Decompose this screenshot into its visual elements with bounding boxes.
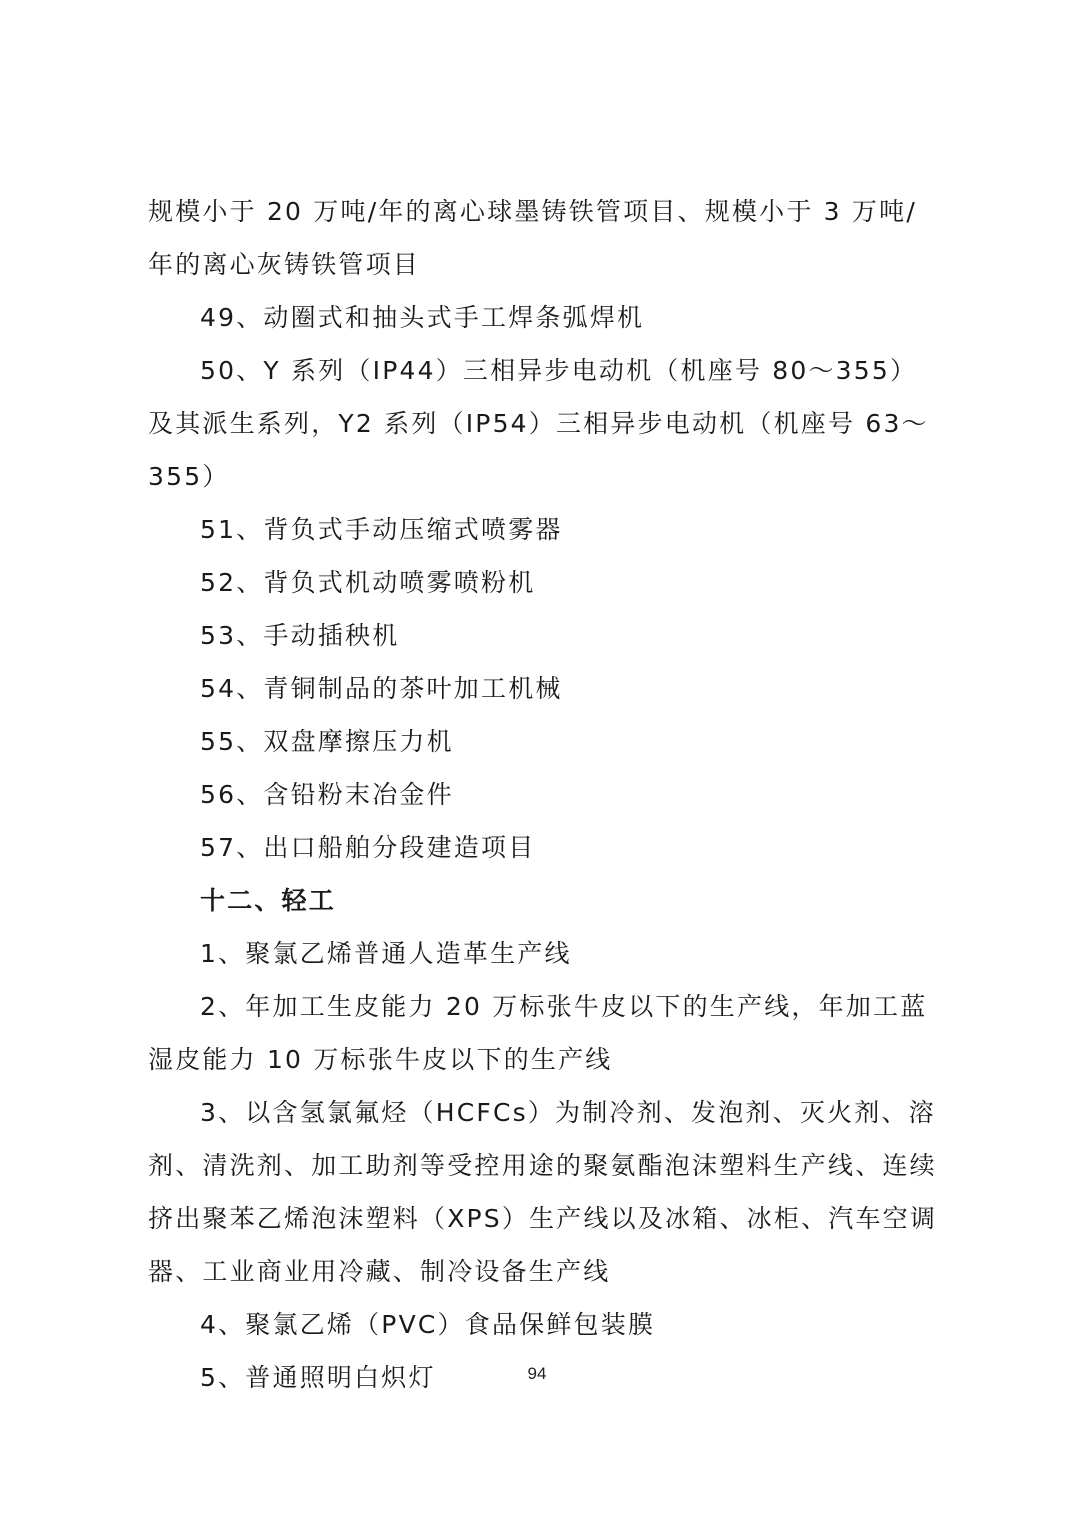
body-text	[148, 185, 938, 1404]
page-number: 94	[527, 1364, 547, 1383]
list-item-50: 50、Y 系列（IP44）三相异步电动机（机座号 80～355）及其派生系列，Y2 系列（IP54）三相异步电动机（机座号 63～355）	[148, 356, 929, 491]
list-item-49: 49、动圈式和抽头式手工焊条弧焊机	[200, 303, 645, 332]
list-item-5: 5、普通照明白炽灯	[200, 1363, 436, 1392]
list-item-2: 2、年加工生皮能力 20 万标张牛皮以下的生产线，年加工蓝湿皮能力 10 万标张牛皮以下的生产线	[148, 992, 928, 1074]
list-item-55: 55、双盘摩擦压力机	[200, 727, 454, 756]
list-item-57: 57、出口船舶分段建造项目	[200, 833, 536, 862]
list-item-54: 54、青铜制品的茶叶加工机械	[200, 674, 563, 703]
list-item-1: 1、聚氯乙烯普通人造革生产线	[200, 939, 572, 968]
list-item-53: 53、手动插秧机	[200, 621, 400, 650]
list-item-51: 51、背负式手动压缩式喷雾器	[200, 515, 563, 544]
list-item-52: 52、背负式机动喷雾喷粉机	[200, 568, 536, 597]
list-item-56: 56、含铅粉末冶金件	[200, 780, 454, 809]
list-item-4: 4、聚氯乙烯（PVC）食品保鲜包装膜	[200, 1310, 656, 1339]
continuation-paragraph: 规模小于 20 万吨/年的离心球墨铸铁管项目、规模小于 3 万吨/年的离心灰铸铁管项目	[148, 197, 917, 279]
list-item-3: 3、以含氢氯氟烃（HCFCs）为制冷剂、发泡剂、灭火剂、溶剂、清洗剂、加工助剂等受控用途的聚氨酯泡沫塑料生产线、连续挤出聚苯乙烯泡沫塑料（XPS）生产线以及冰箱、冰柜、汽车空调器、工业商业用冷藏、制冷设备生产线	[148, 1098, 938, 1286]
section-heading: 十二、轻工	[200, 886, 337, 915]
